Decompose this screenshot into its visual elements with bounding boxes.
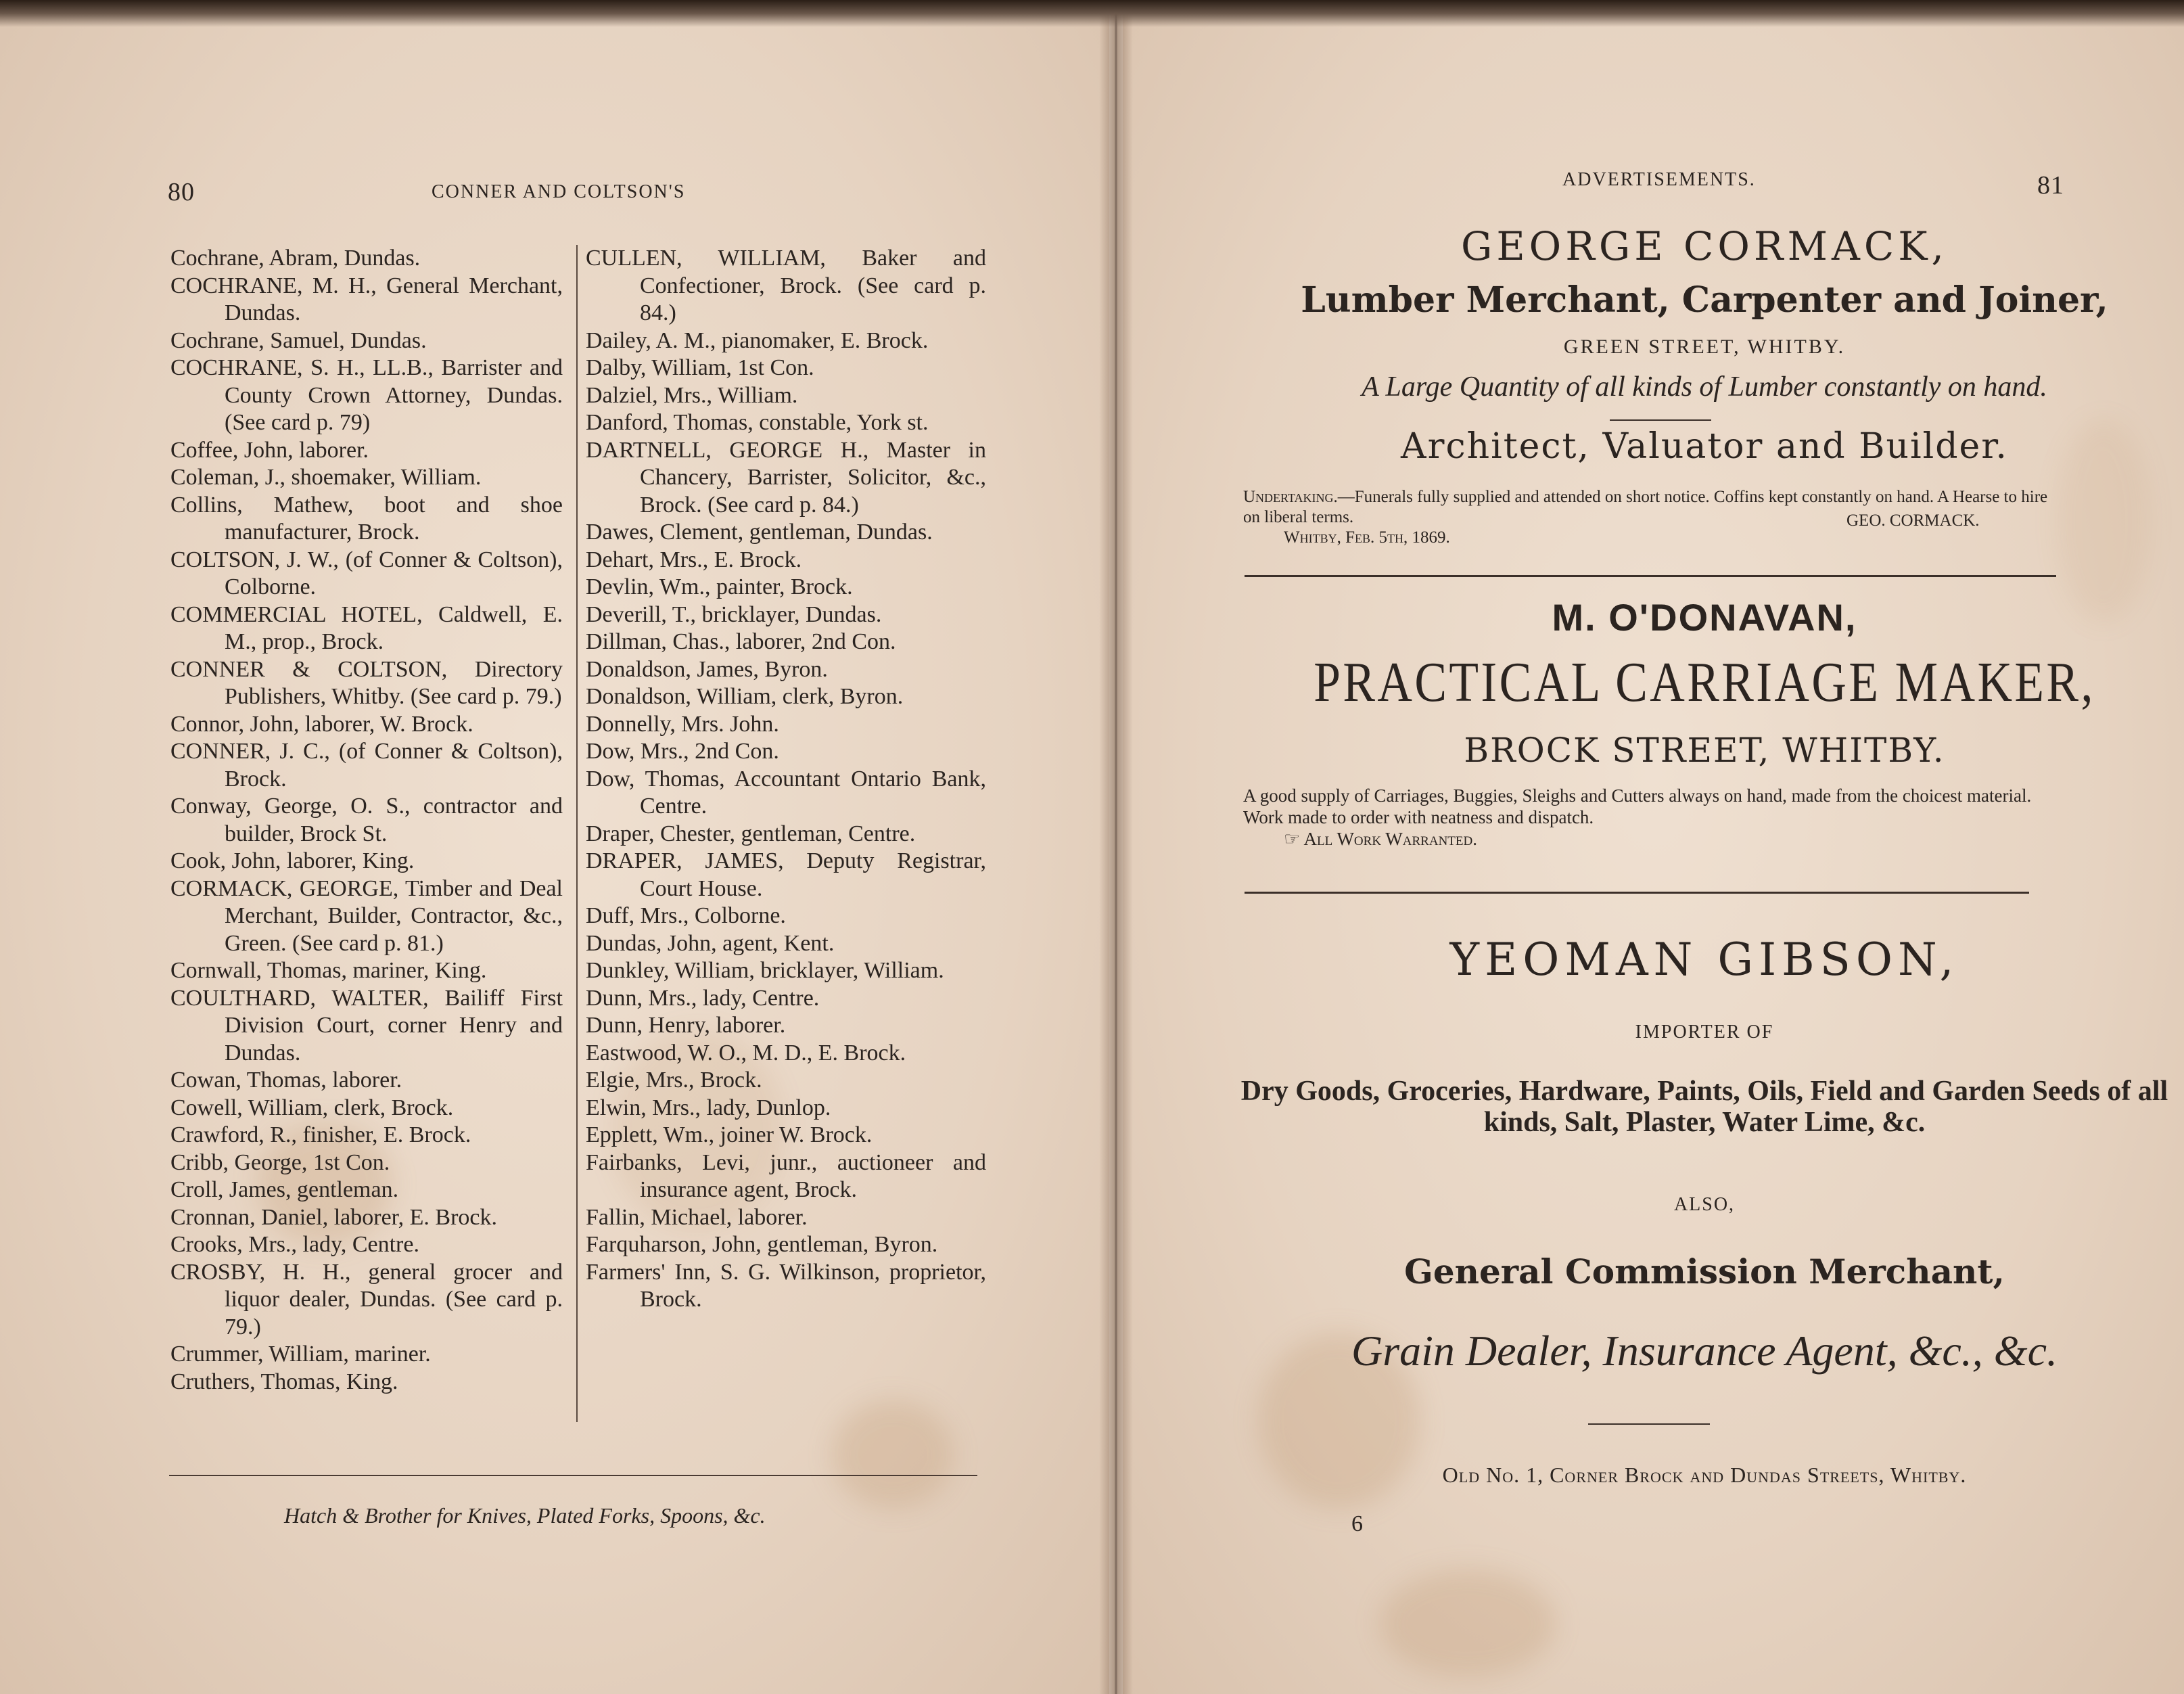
gibson-ad-goods: Dry Goods, Groceries, Hardware, Paints, Oils, Field and Garden Seeds of all kinds, Salt, Plaster, Water Lime, &c. — [1240, 1076, 2168, 1138]
directory-entry: Draper, Chester, gentleman, Centre. — [586, 821, 916, 846]
directory-entry: Dillman, Chas., laborer, 2nd Con. — [586, 629, 896, 654]
directory-entry: Connor, John, laborer, W. Brock. — [170, 711, 473, 737]
signature-mark: 6 — [1351, 1511, 1363, 1536]
cormack-short-rule — [1610, 419, 1711, 421]
directory-entry: Dow, Thomas, Accountant Ontario Bank, Centre. — [586, 766, 986, 819]
directory-entry: Farmers' Inn, S. G. Wilkinson, proprietor, Brock. — [586, 1259, 986, 1312]
directory-entry: Epplett, Wm., joiner W. Brock. — [586, 1122, 873, 1147]
directory-entry: Dundas, John, agent, Kent. — [586, 930, 835, 956]
cormack-ad-trade: Lumber Merchant, Carpenter and Joiner, — [1301, 279, 2108, 321]
directory-entry: CULLEN, WILLIAM, Baker and Confectioner, Brock. (See card p. 84.) — [586, 246, 986, 325]
directory-entry: Dawes, Clement, gentleman, Dundas. — [586, 520, 933, 545]
undertaking-text: —Funerals fully supplied and attended on short notice. Coffins kept constantly on hand. A Hearse to hire on liberal terms. — [1243, 488, 2048, 526]
gibson-ad-commission: General Commission Merchant, — [1404, 1252, 2005, 1291]
directory-column-1 — [170, 245, 563, 1396]
directory-entry: Dehart, Mrs., E. Brock. — [586, 547, 802, 572]
directory-entry: Cornwall, Thomas, mariner, King. — [170, 958, 487, 983]
gibson-short-rule — [1588, 1423, 1710, 1425]
cormack-ad-date: Whitby, Feb. 5th, 1869. — [1284, 528, 1450, 547]
left-running-head: CONNER AND COLTSON'S — [432, 181, 686, 202]
directory-entry: CONNER & COLTSON, Directory Publishers, Whitby. (See card p. 79.) — [170, 656, 563, 709]
directory-entry: Coffee, John, laborer. — [170, 437, 369, 463]
gibson-ad-name: YEOMAN GIBSON, — [1449, 934, 1959, 986]
footer-rule — [169, 1475, 977, 1476]
directory-entry: Crawford, R., finisher, E. Brock. — [170, 1122, 471, 1147]
directory-entry: Elgie, Mrs., Brock. — [586, 1068, 762, 1093]
gibson-ad-importer: IMPORTER OF — [1635, 1022, 1774, 1043]
undertaking-label: Undertaking. — [1243, 488, 1338, 506]
directory-entry: Fallin, Michael, laborer. — [586, 1204, 808, 1230]
directory-entry: Dalziel, Mrs., William. — [586, 382, 798, 408]
directory-entry: Donaldson, William, clerk, Byron. — [586, 684, 904, 709]
ad-separator-2 — [1245, 892, 2029, 894]
gibson-ad-also: ALSO, — [1673, 1194, 1736, 1215]
directory-entry: Croll, James, gentleman. — [170, 1177, 399, 1202]
directory-entry: Duff, Mrs., Colborne. — [586, 903, 786, 928]
directory-entry: Cowan, Thomas, laborer. — [170, 1068, 402, 1093]
directory-entry: Cook, John, laborer, King. — [170, 848, 415, 873]
directory-entry: COCHRANE, S. H., LL.B., Barrister and County Crown Attorney, Dundas. (See card p. 79) — [170, 355, 563, 435]
directory-entry: DARTNELL, GEORGE H., Master in Chancery, Barrister, Solicitor, &c., Brock. (See card p. 84.) — [586, 437, 986, 518]
directory-entry: DRAPER, JAMES, Deputy Registrar, Court House. — [586, 848, 986, 901]
directory-entry: Deverill, T., bricklayer, Dundas. — [586, 601, 882, 627]
directory-entry: Fairbanks, Levi, junr., auctioneer and insurance agent, Brock. — [586, 1149, 986, 1202]
odonavan-ad-street: BROCK STREET, WHITBY. — [1464, 731, 1945, 770]
book-gutter — [1099, 14, 1133, 1694]
directory-entry: Cruthers, Thomas, King. — [170, 1369, 398, 1394]
directory-entry: Eastwood, W. O., M. D., E. Brock. — [586, 1040, 906, 1066]
cormack-ad-tagline: A Large Quantity of all kinds of Lumber constantly on hand. — [1362, 371, 2047, 403]
directory-entry: COCHRANE, M. H., General Merchant, Dundas. — [170, 273, 563, 325]
directory-entry: Cronnan, Daniel, laborer, E. Brock. — [170, 1204, 497, 1230]
directory-entry: COMMERCIAL HOTEL, Caldwell, E. M., prop., Brock. — [170, 601, 563, 654]
directory-column-2 — [586, 245, 986, 1314]
directory-entry: CROSBY, H. H., general grocer and liquor dealer, Dundas. (See card p. 79.) — [170, 1259, 563, 1340]
cormack-ad-signature: GEO. CORMACK. — [1846, 511, 1980, 530]
directory-entry: Cribb, George, 1st Con. — [170, 1149, 390, 1175]
directory-entry: Farquharson, John, gentleman, Byron. — [586, 1232, 938, 1257]
ad-separator-1 — [1245, 575, 2056, 577]
gibson-ad-grain: Grain Dealer, Insurance Agent, &c., &c. — [1351, 1327, 2058, 1375]
directory-entry: Crooks, Mrs., lady, Centre. — [170, 1232, 419, 1257]
odonavan-ad-description: A good supply of Carriages, Buggies, Sleighs and Cutters always on hand, made from the choicest material. Work made to order with neatness and dispatch. — [1243, 785, 2032, 827]
directory-entry: CONNER, J. C., (of Conner & Coltson), Brock. — [170, 739, 563, 792]
directory-entry: Dunn, Henry, laborer. — [586, 1013, 786, 1038]
directory-entry: Dow, Mrs., 2nd Con. — [586, 739, 779, 764]
directory-entry: COULTHARD, WALTER, Bailiff First Division Court, corner Henry and Dundas. — [170, 985, 563, 1066]
directory-entry: Conway, George, O. S., contractor and builder, Brock St. — [170, 794, 563, 846]
cormack-ad-street: GREEN STREET, WHITBY. — [1563, 336, 1846, 358]
directory-entry: CORMACK, GEORGE, Timber and Deal Merchant, Builder, Contractor, &c., Green. (See card p. 81.) — [170, 875, 563, 956]
directory-entry: Devlin, Wm., painter, Brock. — [586, 574, 853, 599]
odonavan-ad-name: M. O'DONAVAN, — [1552, 596, 1857, 639]
directory-entry: COLTSON, J. W., (of Conner & Coltson), Colborne. — [170, 547, 563, 599]
directory-entry: Cochrane, Samuel, Dundas. — [170, 327, 427, 353]
directory-entry: Elwin, Mrs., lady, Dunlop. — [586, 1095, 831, 1120]
directory-entry: Coleman, J., shoemaker, William. — [170, 465, 482, 490]
directory-entry: Cochrane, Abram, Dundas. — [170, 246, 421, 271]
directory-entry: Dalby, William, 1st Con. — [586, 355, 814, 380]
right-running-head: ADVERTISEMENTS. — [1562, 169, 1756, 190]
directory-entry: Donaldson, James, Byron. — [586, 656, 828, 682]
right-page-number: 81 — [2037, 171, 2064, 200]
cormack-ad-architect: Architect, Valuator and Builder. — [1401, 426, 2008, 467]
directory-entry: Collins, Mathew, boot and shoe manufacturer, Brock. — [170, 492, 563, 545]
directory-entry: Cowell, William, clerk, Brock. — [170, 1095, 454, 1120]
directory-entry: Donnelly, Mrs. John. — [586, 711, 779, 737]
odonavan-ad-trade: PRACTICAL CARRIAGE MAKER, — [1314, 651, 2095, 714]
column-divider — [576, 245, 578, 1422]
directory-entry: Dailey, A. M., pianomaker, E. Brock. — [586, 327, 929, 353]
left-page-number: 80 — [168, 178, 195, 206]
directory-entry: Dunkley, William, bricklayer, William. — [586, 958, 944, 983]
odonavan-ad-note — [1243, 785, 2055, 850]
gibson-ad-address: Old No. 1, Corner Brock and Dundas Streets, Whitby. — [1442, 1463, 1967, 1487]
odonavan-ad-warranty: ☞ All Work Warranted. — [1284, 829, 1477, 849]
left-page-footer: Hatch & Brother for Knives, Plated Forks, Spoons, &c. — [284, 1503, 766, 1528]
page-top-edge — [0, 0, 2184, 27]
directory-entry: Crummer, William, mariner. — [170, 1342, 431, 1367]
directory-entry: Dunn, Mrs., lady, Centre. — [586, 985, 820, 1011]
cormack-ad-name: GEORGE CORMACK, — [1460, 223, 1948, 269]
directory-entry: Danford, Thomas, constable, York st. — [586, 410, 929, 435]
